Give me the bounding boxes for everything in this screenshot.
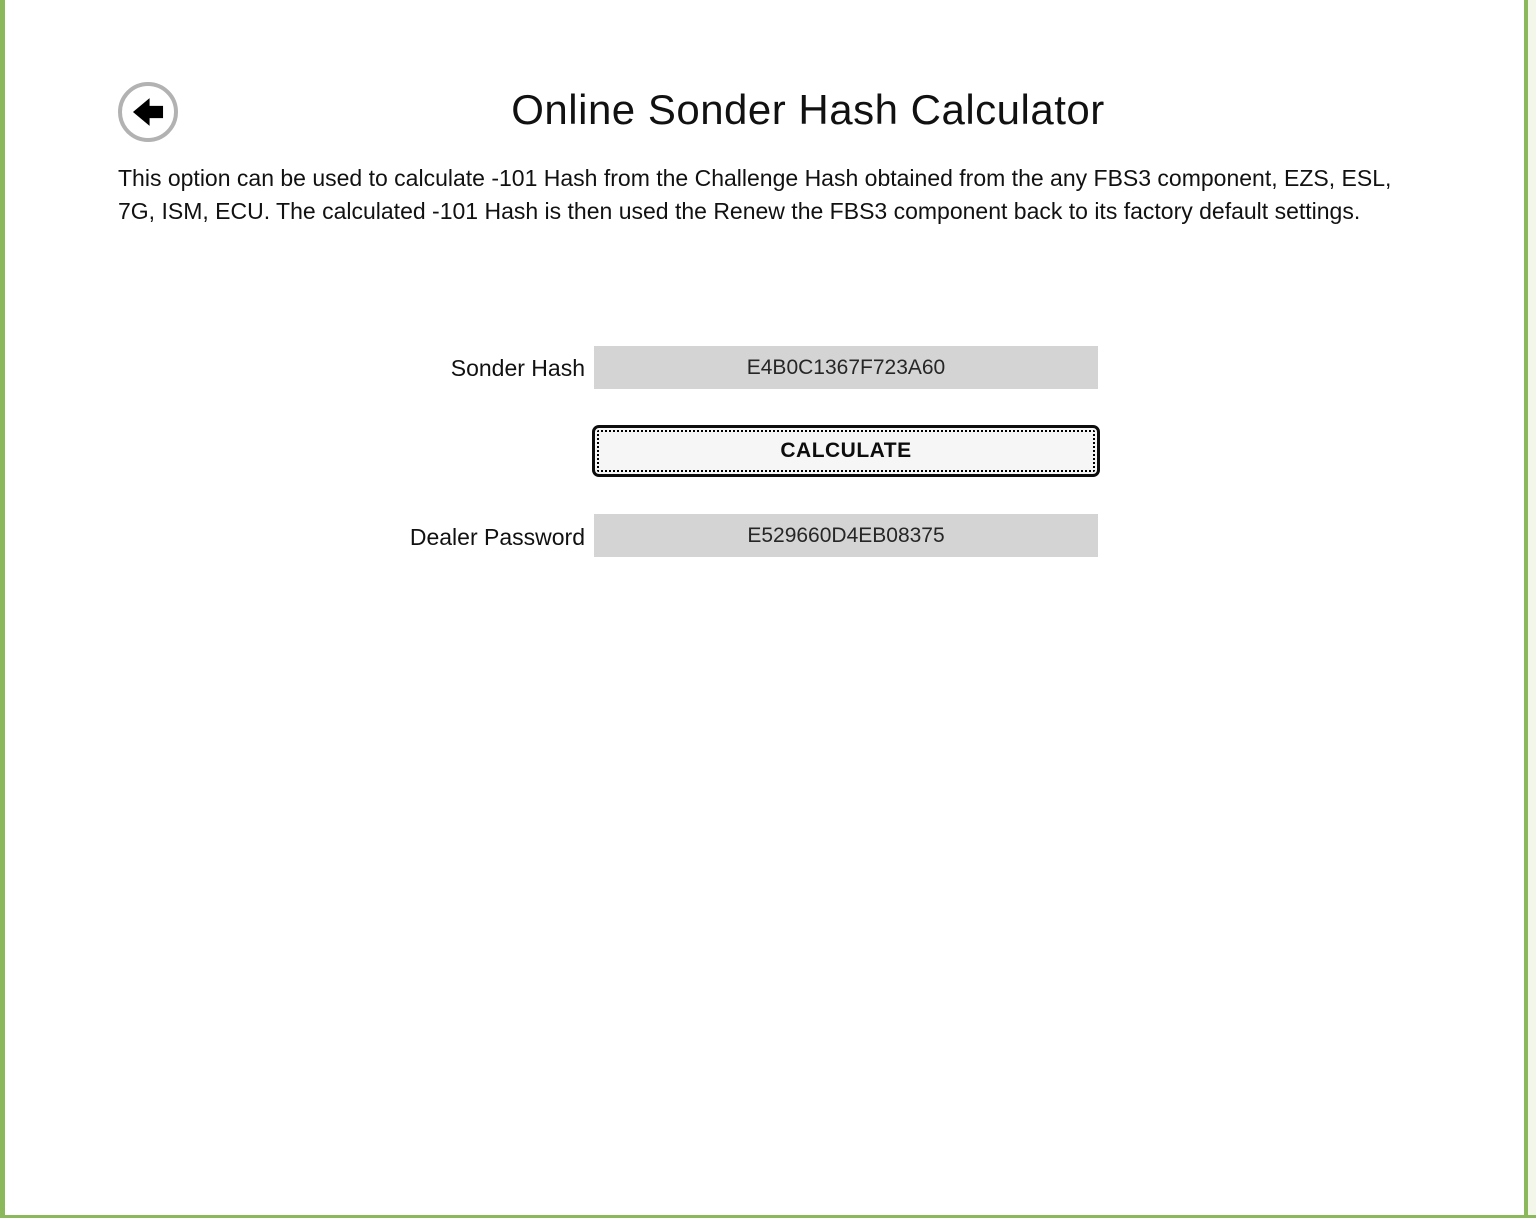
frame-left-border xyxy=(0,0,5,1218)
sonder-hash-label: Sonder Hash xyxy=(450,355,585,381)
frame-right-pale-strip xyxy=(1528,0,1536,1218)
page-title: Online Sonder Hash Calculator xyxy=(511,86,1105,133)
dealer-password-label: Dealer Password xyxy=(409,524,585,550)
frame-right-border xyxy=(1524,0,1528,1218)
calculate-button[interactable]: CALCULATE xyxy=(592,425,1100,477)
dealer-password-input[interactable] xyxy=(594,514,1098,557)
page-description: This option can be used to calculate -101 Hash from the Challenge Hash obtained from the any FBS3 component, EZS, ESL, 7G, ISM, ECU. The calculated -101 Hash is then used the Renew the FBS3 component back to its factory default settings. xyxy=(118,165,1392,224)
sonder-hash-input[interactable] xyxy=(594,346,1098,389)
